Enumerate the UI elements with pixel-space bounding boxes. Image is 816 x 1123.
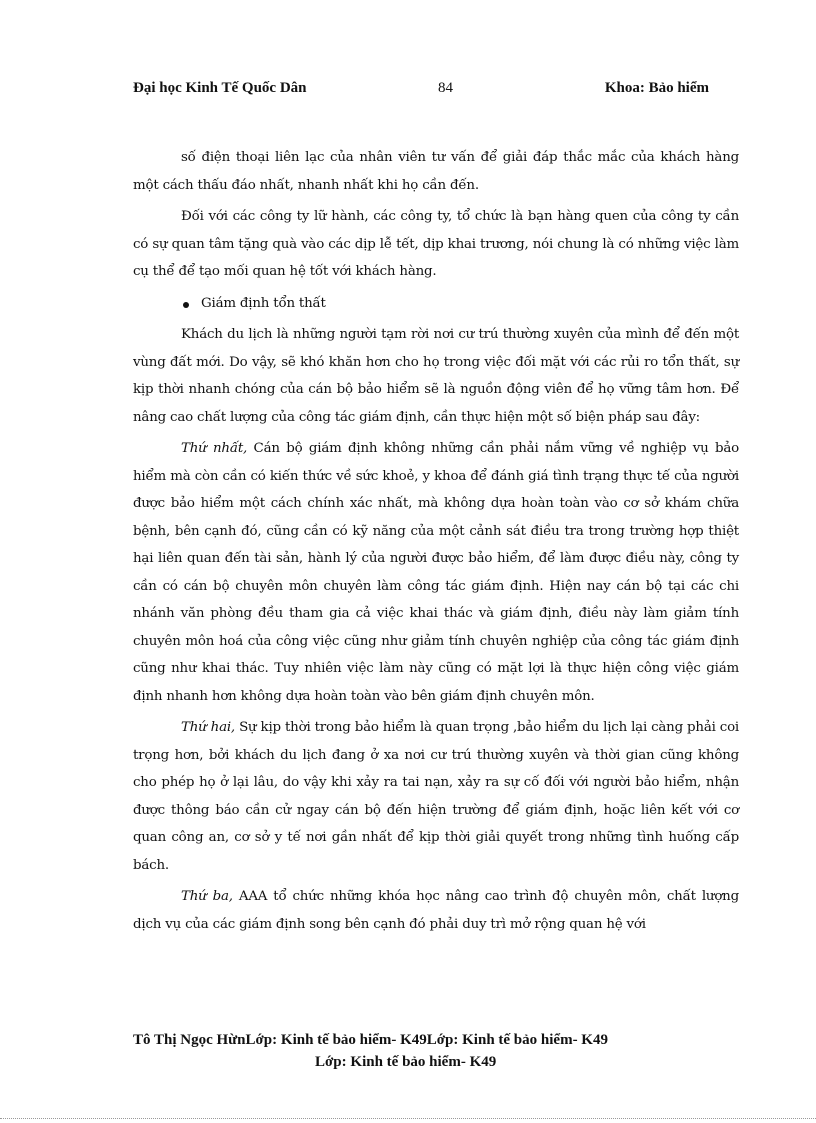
lead-in-second: Thứ hai, (181, 720, 235, 735)
paragraph-tourists: Khách du lịch là những người tạm rời nơi cư trú thường xuyên của mình để đến một vùng đất mới. Do vậy, sẽ khó khăn hơn cho họ trong việc đối mặt với các rủi ro tổn thất, sự kịp thời nhanh chóng của cán bộ bảo hiểm sẽ là nguồn động viên để họ vững tâm hơn. Để nâng cao chất lượng của công tác giám định, cần thực hiện một số biện pháp sau đây: (133, 327, 739, 425)
bullet-label: Giám định tổn thất (201, 295, 326, 311)
paragraph-contact: số điện thoại liên lạc của nhân viên tư vấn để giải đáp thắc mắc của khách hàng một cách thấu đáo nhất, nhanh nhất khi họ cần đến. (133, 150, 739, 193)
paragraph-second-text: Sự kịp thời trong bảo hiểm là quan trọng ,bảo hiểm du lịch lại càng phải coi trọng hơn, bởi khách du lịch đang ở xa nơi cư trú thường xuyên và thời gian cũng không cho phép họ ở lại lâu, do vậy khi xảy ra tai nạn, xảy ra sự cố đối với người bảo hiểm, nhận được thông báo cần cử ngay cán bộ đến hiện trường để giám định, hoặc liên kết với cơ quan công an, cơ sở y tế nơi gần nhất để kịp thời giải quyết trong những tình huống cấp bách. (133, 720, 740, 873)
footer-line-1: Tô Thị Ngọc HừnLớp: Kinh tế bảo hiểm- K49Lớp: Kinh tế bảo hiểm- K49 (133, 1032, 608, 1048)
lead-in-third: Thứ ba, (181, 889, 233, 904)
paragraph-travel-companies: Đối với các công ty lữ hành, các công ty, tổ chức là bạn hàng quen của công ty cần có sự quan tâm tặng quà vào các dịp lễ tết, dịp khai trương, nói chung là có những việc làm cụ thể để tạo mối quan hệ tốt với khách hàng. (133, 209, 739, 279)
bullet-item (133, 290, 739, 318)
paragraph-first-text: Cán bộ giám định không những cần phải nắm vững về nghiệp vụ bảo hiểm mà còn cần có kiến thức về sức khoẻ, y khoa để đánh giá tình trạng thực tế của người được bảo hiểm một cách chính xác nhất, mà không dựa hoàn toàn vào cơ sở khám chữa bệnh, bên cạnh đó, cũng cần có kỹ năng của một cảnh sát điều tra trong trường hợp thiệt hại liên quan đến tài sản, hành lý của người được bảo hiểm, để làm được điều này, công ty cần có cán bộ chuyên môn chuyên làm công tác giám định. Hiện nay cán bộ tại các chi nhánh văn phòng đều tham gia cả việc khai thác và giám định, điều này làm giảm tính chuyên môn hoá của công việc cũng như giảm tính chuyên nghiệp của công tác giám định cũng như khai thác. Tuy nhiên việc làm này cũng có mặt lợi là thực hiện công việc giám định nhanh hơn không dựa hoàn toàn vào bên giám định chuyên môn. (133, 441, 739, 704)
document-body (133, 144, 739, 938)
header-faculty: Khoa: Bảo hiểm (604, 80, 709, 96)
footer-line-2: Lớp: Kinh tế bảo hiểm- K49 (315, 1054, 497, 1070)
header-university: Đại học Kinh Tế Quốc Dân (133, 80, 307, 96)
paragraph-third-text: AAA tổ chức những khóa học nâng cao trình độ chuyên môn, chất lượng dịch vụ của các giám định song bên cạnh đó phải duy trì mở rộng quan hệ với (133, 889, 739, 932)
lead-in-first: Thứ nhất, (181, 441, 248, 456)
page-bottom-rule (0, 1118, 816, 1119)
page-footer (133, 1029, 733, 1073)
bullet-dot-icon (183, 302, 189, 308)
paragraph-first (133, 435, 739, 710)
page-header (133, 80, 713, 104)
header-page-number: 84 (438, 80, 453, 96)
paragraph-second (133, 714, 739, 879)
paragraph-third (133, 883, 739, 938)
